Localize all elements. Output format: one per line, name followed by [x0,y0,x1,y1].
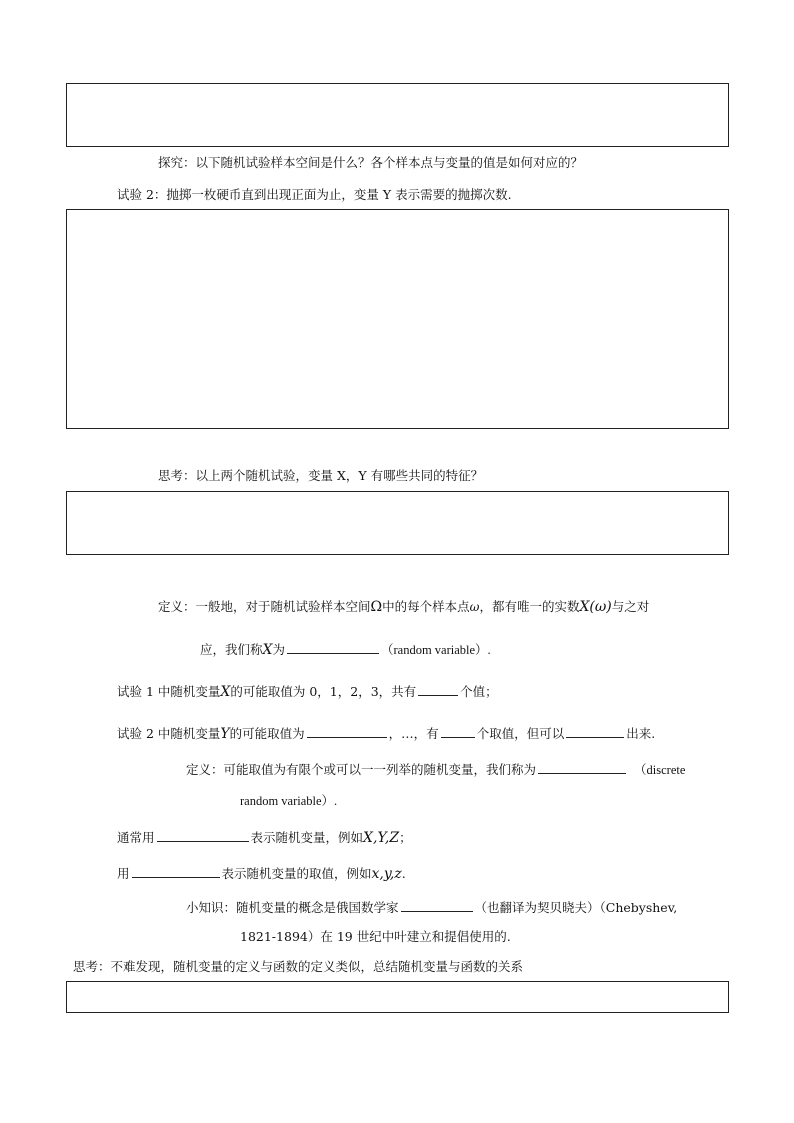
trivia-line-2: 1821-1894）在 19 世纪中叶建立和提倡使用的. [240,929,511,944]
omega-small-symbol: ω [469,600,480,614]
omega-symbol: Ω [370,599,383,615]
think-question-2: 思考：不难发现，随机变量的定义与函数的定义类似，总结随机变量与函数的关系 [73,959,524,974]
usage-1-text-b: 表示随机变量，例如 [250,830,364,845]
trivia-line-1 [186,898,677,917]
trial-2-statement: 试验 2：抛掷一枚硬币直到出现正面为止，变量 Y 表示需要的抛掷次数. [117,187,512,202]
blank-lowercase[interactable] [132,864,220,878]
definition-text-b: 中的每个样本点 [382,599,470,614]
trial-1-values [117,682,498,701]
blank-values[interactable] [307,724,387,738]
definition-text-d: 与之对 [611,599,650,614]
blank-enumerate[interactable] [566,724,624,738]
usage-line-2 [117,864,406,883]
answer-box-2[interactable] [66,209,729,429]
trial-2-text-b: 的可能取值为 [229,726,305,741]
x-symbol: X [262,642,273,658]
trivia-text-b: （也翻译为契贝晓夫）（Chebyshev, [474,900,678,915]
trial-1-text-b: 的可能取值为 0，1，2，3，共有 [230,684,417,699]
blank-random-variable[interactable] [287,640,379,654]
definition-text-f: 为 [272,642,285,657]
blank-discrete[interactable] [538,760,626,774]
discrete-definition-line-1 [186,760,685,779]
x-omega-symbol: X(ω) [579,599,612,615]
answer-box-3[interactable] [66,491,729,555]
blank-uppercase[interactable] [157,828,249,842]
usage-line-1 [117,828,412,847]
trial-2-text-d: 个取值，但可以 [476,726,565,741]
explore-question: 探究：以下随机试验样本空间是什么？各个样本点与变量的值是如何对应的？ [158,155,584,170]
trial-2-values [117,724,655,743]
trivia-text-a: 小知识：随机变量的概念是俄国数学家 [186,900,399,915]
definition-text-a: 定义：一般地，对于随机试验样本空间 [158,599,371,614]
trial-1-text-c: 个值； [460,684,498,699]
blank-count[interactable] [418,682,458,696]
definition-text-c: ，都有唯一的实数 [479,599,580,614]
blank-mathematician[interactable] [401,898,473,912]
think-question-1: 思考：以上两个随机试验，变量 X，Y 有哪些共同的特征？ [158,468,484,483]
blank-num-values[interactable] [441,724,475,738]
trial-1-text-a: 试验 1 中随机变量 [117,684,221,699]
answer-box-1[interactable] [66,83,729,147]
discrete-text-b: （discrete [634,763,686,777]
answer-box-4[interactable] [66,981,729,1013]
y-symbol: Y [220,726,230,742]
trial-2-text-e: 出来. [626,726,656,741]
usage-2-text-a: 用 [117,866,130,881]
definition-text-g: （random variable）. [381,643,491,657]
definition-text-e: 应，我们称 [200,642,263,657]
uppercase-vars: X,Y,Z [363,830,400,846]
trial-2-text-c: ，…，有 [388,726,439,741]
lowercase-vars: x,y,z [371,866,402,882]
usage-1-text-a: 通常用 [117,830,155,845]
usage-1-text-c: ； [399,830,412,845]
usage-2-text-b: 表示随机变量的取值，例如 [221,866,372,881]
discrete-definition-line-2: random variable）. [240,794,338,808]
definition-line-2 [200,640,491,659]
x-symbol-2: X [220,684,231,700]
definition-line-1 [158,598,649,616]
discrete-text-a: 定义：可能取值为有限个或可以一一列举的随机变量，我们称为 [186,762,537,777]
usage-2-text-c: . [401,866,406,881]
trial-2-text-a: 试验 2 中随机变量 [117,726,221,741]
